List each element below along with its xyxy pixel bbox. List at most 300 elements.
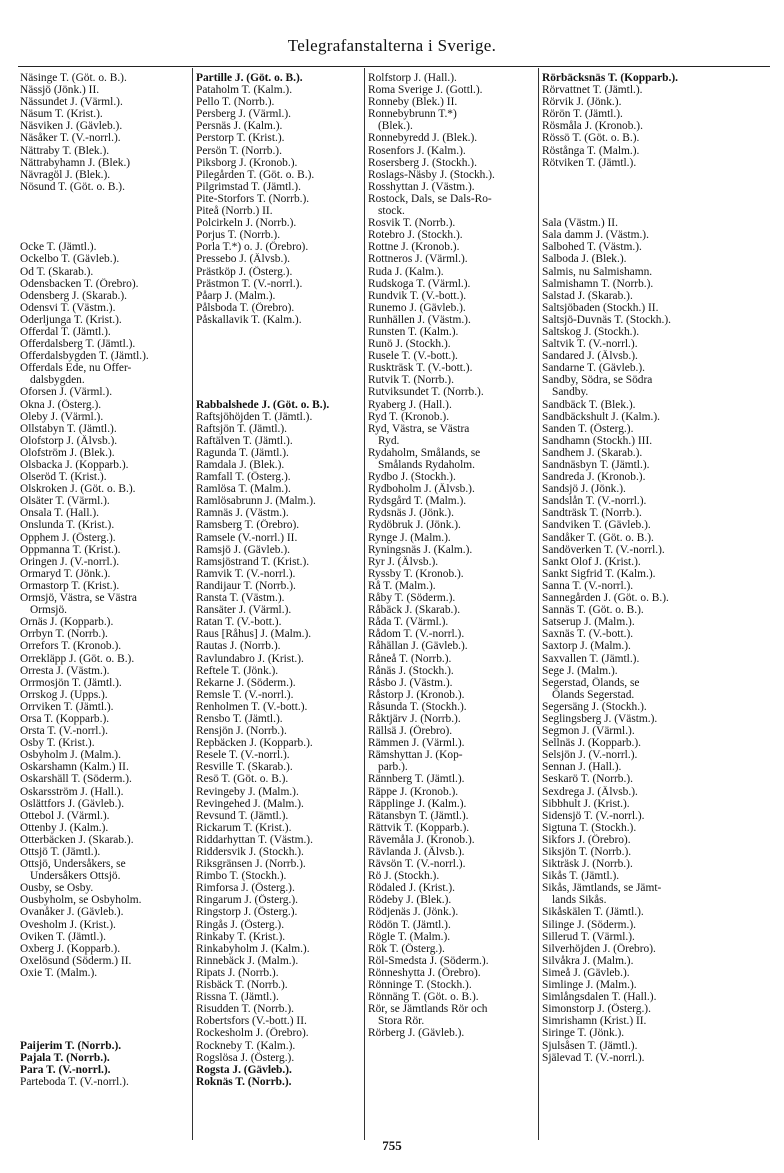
list-item: Rösmåla J. (Kronob.).: [542, 120, 643, 133]
list-item: Rämmen J. (Värml.).: [368, 737, 465, 750]
list-item: Offerdal T. (Jämtl.).: [20, 325, 111, 338]
list-item: Rosenfors J. (Kalm.).: [368, 144, 466, 157]
list-item: Persberg J. (Värml.).: [196, 108, 292, 121]
list-item: Saxtorp J. (Malm.).: [542, 640, 631, 653]
list-item: Piteå (Norrb.) II.: [196, 205, 273, 218]
list-item: Oringen J. (V.-norrl.).: [20, 555, 120, 568]
blank-line: [542, 181, 774, 193]
list-item: Sanden T. (Österg.).: [542, 422, 634, 435]
list-item: Sannegården J. (Göt. o. B.).: [542, 592, 669, 605]
list-item: Ottsjö T. (Jämtl.).: [20, 846, 101, 858]
blank-line: [542, 193, 774, 205]
list-item: Ringås J. (Österg.).: [196, 918, 285, 931]
list-item: Sandby, Södra, se Södra: [542, 374, 653, 387]
list-item: Ormaryd T. (Jönk.).: [20, 567, 111, 580]
list-item: Sandviken T. (Gävleb.).: [542, 519, 651, 532]
list-item-continuation: Stora Rör.: [378, 1015, 425, 1028]
list-item: Rensbo T. (Jämtl.).: [196, 712, 283, 725]
list-item: Osbyholm J. (Malm.).: [20, 749, 121, 762]
list-item: Räppe J. (Kronob.).: [368, 785, 459, 798]
list-item: Persnäs J. (Kalm.).: [196, 120, 283, 133]
list-item: Robertsfors (V.-bott.) II.: [196, 1015, 307, 1028]
list-item: Nässjö (Jönk.) II.: [20, 84, 100, 97]
list-item: Råsbo J. (Västm.).: [368, 676, 453, 689]
list-item: Riksgränsen J. (Norrb.).: [196, 858, 306, 871]
list-item: Simlångsdalen T. (Hall.).: [542, 991, 657, 1004]
column-4: [542, 72, 774, 1064]
list-item: Renholmen T. (V.-bott.).: [196, 700, 308, 713]
list-item: Oskarsström J. (Hall.).: [20, 785, 124, 798]
list-item: Sikås, Jämtlands, se Jämt-: [542, 882, 662, 895]
list-item: Saxnäs T. (V.-bott.).: [542, 628, 634, 641]
list-item: Rautas J. (Norrb.).: [196, 640, 281, 653]
list-item: Orrbyn T. (Norrb.).: [20, 628, 108, 641]
list-item: Risudden T. (Norrb.).: [196, 1003, 294, 1016]
column-divider: [192, 68, 193, 1140]
list-item: Okna J. (Österg.).: [20, 398, 102, 411]
list-item: Resville T. (Skarab.).: [196, 761, 293, 774]
list-item: Nävragöl J. (Blek.).: [20, 168, 111, 181]
list-item: Orsa T. (Kopparb.).: [20, 712, 110, 725]
list-item: Simeå J. (Gävleb.).: [542, 966, 630, 979]
list-item: Rotebro J. (Stockh.).: [368, 229, 463, 242]
blank-line: [20, 193, 188, 205]
list-item: Sala (Västm.) II.: [542, 217, 618, 230]
list-item: Sandhem J. (Skarab.).: [542, 446, 643, 459]
list-item: Rännberg T. (Jämtl.).: [368, 773, 465, 786]
list-item: Oxie T. (Malm.).: [20, 966, 98, 979]
list-item: Pressebo J. (Älvsb.).: [196, 253, 290, 266]
list-item: Nässundet J. (Värml.).: [20, 96, 123, 109]
blank-line: [196, 350, 362, 362]
list-item: Rinkabyholm J. (Kalm.).: [196, 942, 310, 955]
list-item: Ronnebybrunn T.*): [368, 108, 457, 121]
list-item: Rönninge T. (Stockh.).: [368, 979, 472, 992]
list-item: Raus [Råhus] J. (Malm.).: [196, 628, 312, 641]
blank-line: [20, 979, 188, 991]
list-item: Silvåkra J. (Malm.).: [542, 954, 634, 967]
list-item: Råstorp J. (Kronob.).: [368, 688, 465, 701]
list-item: Pilegården T. (Göt. o. B.).: [196, 168, 315, 181]
list-item: Ramdala J. (Blek.).: [196, 459, 285, 471]
list-item: Sanna T. (V.-norrl.).: [542, 579, 634, 592]
list-item: Offerdals Ede, nu Offer-: [20, 362, 132, 375]
list-item: Olofström J. (Blek.).: [20, 446, 115, 459]
list-item: Råbäck J. (Skarab.).: [368, 604, 461, 617]
list-item: Runö J. (Stockh.).: [368, 338, 451, 351]
list-item: Oslättfors J. (Gävleb.).: [20, 797, 125, 810]
list-item: Sibbhult J. (Krist.).: [542, 797, 630, 810]
list-item: Sikås T. (Jämtl.).: [542, 870, 620, 883]
list-item: Revingehed J. (Malm.).: [196, 797, 304, 810]
list-item: Sala damm J. (Västm.).: [542, 229, 649, 242]
list-item: Räpplinge J. (Kalm.).: [368, 797, 467, 810]
list-item: Satserup J. (Malm.).: [542, 616, 635, 629]
list-item: Sandreda J. (Kronob.).: [542, 471, 646, 484]
list-item: Salstad J. (Skarab.).: [542, 289, 633, 302]
list-item: Orrefors T. (Kronob.).: [20, 640, 122, 653]
list-item: Paijerim T. (Norrb.).: [20, 1039, 122, 1052]
list-item: Oxelösund (Söderm.) II.: [20, 954, 132, 967]
list-item: Sandträsk T. (Norrb.).: [542, 507, 642, 520]
list-item: Sikfors J. (Örebro).: [542, 833, 631, 846]
header-rule: [18, 66, 770, 67]
list-item: Runsten T. (Kalm.).: [368, 325, 459, 338]
list-item: Sellnäs J. (Kopparb.).: [542, 737, 642, 750]
list-item: Riddarhyttan T. (Västm.).: [196, 833, 313, 846]
list-item: Sandnäsbyn T. (Jämtl.).: [542, 459, 650, 471]
list-item: Rättvik T. (Kopparb.).: [368, 821, 470, 834]
list-item: Rydsgård T. (Malm.).: [368, 495, 467, 508]
list-item: Rörberg J. (Gävleb.).: [368, 1027, 465, 1040]
list-item: Odensberg J. (Skarab.).: [20, 289, 128, 302]
list-item: Saxvallen T. (Jämtl.).: [542, 652, 640, 665]
list-item: Ragunda T. (Jämtl.).: [196, 446, 289, 459]
list-item: Rutvik T. (Norrb.).: [368, 374, 454, 387]
list-item: Röl-Smedsta J. (Söderm.).: [368, 954, 489, 967]
list-item: Oviken T. (Jämtl.).: [20, 930, 106, 943]
list-item: Reftele T. (Jönk.).: [196, 664, 279, 677]
list-item: Selsjön J. (V.-norrl.).: [542, 749, 638, 762]
list-item: Saltsjö-Duvnäs T. (Stockh.).: [542, 313, 671, 326]
list-item: Para T. (V.-norrl.).: [20, 1063, 111, 1076]
list-item-continuation: (Blek.).: [378, 120, 413, 133]
list-item: Sikträsk J. (Norrb.).: [542, 858, 633, 871]
list-item: Råneå T. (Norrb.).: [368, 652, 452, 665]
list-item: Rockesholm J. (Örebro).: [196, 1027, 309, 1040]
list-item: Ornäs J. (Kopparb.).: [20, 616, 114, 629]
list-item: Segersäng J. (Stockh.).: [542, 700, 647, 713]
list-item: Rörbäcksnäs T. (Kopparb.).: [542, 72, 678, 84]
list-item: Ruda J. (Kalm.).: [368, 265, 444, 278]
list-item: Pålsboda T. (Örebro).: [196, 301, 295, 314]
list-item: Siksjön T. (Norrb.).: [542, 846, 632, 858]
list-item: Påskallavik T. (Kalm.).: [196, 313, 302, 326]
list-item: Pajala T. (Norrb.).: [20, 1051, 110, 1064]
list-item: Näsinge T. (Göt. o. B.).: [20, 72, 127, 84]
list-item: Osby T. (Krist.).: [20, 737, 95, 750]
list-item: Rottne J. (Kronob.).: [368, 241, 460, 254]
list-item: Odensvi T. (Västm.).: [20, 301, 116, 314]
list-item: Ottenby J. (Kalm.).: [20, 821, 109, 834]
list-item: Nättraby T. (Blek.).: [20, 144, 110, 157]
blank-line: [20, 1015, 188, 1027]
list-item: Näsåker T. (V.-norrl.).: [20, 132, 121, 145]
list-item: Rosvik T. (Norrb.).: [368, 217, 456, 230]
list-item: Saltskog J. (Stockh.).: [542, 325, 640, 338]
list-item: Raftsjön T. (Jämtl.).: [196, 422, 288, 435]
list-item: Sjulsåsen T. (Jämtl.).: [542, 1039, 638, 1052]
list-item: Ramsjöstrand T. (Krist.).: [196, 555, 310, 568]
column-2: [196, 72, 362, 1088]
blank-line: [20, 1027, 188, 1039]
column-1: [20, 72, 188, 1088]
list-item: Rusele T. (V.-bott.).: [368, 350, 458, 363]
list-item: Ramlösabrunn J. (Malm.).: [196, 495, 316, 508]
list-item: Ormsjö, Västra, se Västra: [20, 592, 137, 605]
list-item-continuation: stock.: [378, 205, 405, 218]
list-item: Ringarum J. (Österg.).: [196, 894, 298, 907]
list-item: Repbäcken J. (Kopparb.).: [196, 737, 313, 750]
list-item: Sikåskälen T. (Jämtl.).: [542, 906, 644, 919]
list-item: Rinnebäck J. (Malm.).: [196, 954, 299, 967]
list-item: Raftsjöhöjden T. (Jämtl.).: [196, 410, 313, 423]
list-item: Roslags-Näsby J. (Stockh.).: [368, 168, 495, 181]
list-item: Rätansbyn T. (Jämtl.).: [368, 809, 469, 822]
list-item: Rydsnäs J. (Jönk.).: [368, 507, 454, 520]
list-item: Seskarö T. (Norrb.).: [542, 773, 633, 786]
list-item: Rogsta J. (Gävleb.).: [196, 1063, 292, 1076]
list-item: Ottsjö, Undersåkers, se: [20, 858, 126, 871]
list-item: Revsund T. (Jämtl.).: [196, 809, 289, 822]
list-item: Pilgrimstad T. (Jämtl.).: [196, 180, 301, 193]
list-item: Ringstorp J. (Österg.).: [196, 906, 298, 919]
list-item: Ramsjö J. (Gävleb.).: [196, 543, 290, 556]
list-item: Rudskoga T. (Värml.).: [368, 277, 471, 290]
list-item: Rörvik J. (Jönk.).: [542, 96, 622, 109]
list-item: Olseröd T. (Krist.).: [20, 471, 107, 484]
column-divider: [364, 68, 365, 1140]
list-item: Sandåker T. (Göt. o. B.).: [542, 531, 654, 544]
list-item-continuation: Smålands Rydaholm.: [378, 459, 475, 471]
list-item: Ramsele (V.-norrl.) II.: [196, 531, 298, 544]
list-item: Råda T. (Värml.).: [368, 616, 449, 629]
list-item: Otterbäcken J. (Skarab.).: [20, 833, 134, 846]
list-item: Rissna T. (Jämtl.).: [196, 991, 279, 1004]
list-item: Ryd T. (Kronob.).: [368, 410, 450, 423]
list-item: Rinkaby T. (Krist.).: [196, 930, 286, 943]
list-item: Sandhamn (Stockh.) III.: [542, 434, 653, 447]
list-item: Rödaled J. (Krist.).: [368, 882, 455, 895]
list-item: Röstånga T. (Malm.).: [542, 144, 640, 157]
list-item: Rutviksundet T. (Norrb.).: [368, 386, 484, 399]
list-item: Sandslån T. (V.-norrl.).: [542, 495, 647, 508]
list-item: Rånäs J. (Stockh.).: [368, 664, 454, 677]
list-item-continuation: Ormsjö.: [30, 604, 68, 617]
list-item-continuation: parb.).: [378, 761, 408, 774]
list-item: Ousby, se Osby.: [20, 882, 94, 895]
list-item: Runhällen J. (Västm.).: [368, 313, 471, 326]
list-item: Ronnebyredd J. (Blek.).: [368, 132, 478, 145]
list-item: Rök T. (Österg.).: [368, 942, 445, 955]
blank-line: [196, 362, 362, 374]
list-item: Orrmosjön T. (Jämtl.).: [20, 676, 122, 689]
list-item: Rolfstorp J. (Hall.).: [368, 72, 457, 84]
list-item: Ramsberg T. (Örebro).: [196, 519, 300, 532]
list-item: Risbäck T. (Norrb.).: [196, 979, 288, 992]
list-item: Partille J. (Göt. o. B.).: [196, 72, 303, 84]
list-item: Perstorp T. (Krist.).: [196, 132, 285, 145]
list-item: Sandarne T. (Gävleb.).: [542, 362, 646, 375]
list-item: Raftälven T. (Jämtl.).: [196, 434, 293, 447]
list-item: Riddersvik J. (Stockh.).: [196, 846, 304, 858]
list-item: Odensbacken T. (Örebro).: [20, 277, 139, 290]
list-item: Ryr J. (Älvsb.).: [368, 555, 439, 568]
list-item: Rävemåla J. (Kronob.).: [368, 833, 475, 846]
list-item: Ripats J. (Norrb.).: [196, 966, 279, 979]
list-item: Orresta J. (Västm.).: [20, 664, 110, 677]
list-item: Råby T. (Söderm.).: [368, 592, 456, 605]
list-item: Rör, se Jämtlands Rör och: [368, 1003, 488, 1016]
list-item: Sandsjö J. (Jönk.).: [542, 483, 626, 496]
list-item: Ollstabyn T. (Jämtl.).: [20, 422, 117, 435]
list-item: Olsäter T. (Värml.).: [20, 495, 110, 508]
list-item: Nösund T. (Göt. o. B.).: [20, 180, 125, 193]
list-item: Prästmon T. (V.-norrl.).: [196, 277, 303, 290]
list-item: Polcirkeln J. (Norrb.).: [196, 217, 297, 230]
list-item: Råsunda T. (Stockh.).: [368, 700, 467, 713]
list-item: Randijaur T. (Norrb.).: [196, 579, 296, 592]
blank-line: [20, 1003, 188, 1015]
list-item: Rå T. (Malm.).: [368, 579, 436, 592]
list-item: Oxberg J. (Kopparb.).: [20, 942, 121, 955]
list-item: Rundvik T. (V.-bott.).: [368, 289, 467, 302]
list-item: Ottebol J. (Värml.).: [20, 809, 110, 822]
list-item: Rävsön T. (V.-norrl.).: [368, 858, 466, 871]
list-item: Sankt Sigfrid T. (Kalm.).: [542, 567, 656, 580]
list-item: Sege J. (Malm.).: [542, 664, 618, 677]
list-item: Sandared J. (Älvsb.).: [542, 350, 638, 363]
column-3: [368, 72, 536, 1040]
list-item: Segmon J. (Värml.).: [542, 725, 635, 738]
list-item: Revingeby J. (Malm.).: [196, 785, 299, 798]
list-item: Offerdalsbygden T. (Jämtl.).: [20, 350, 149, 363]
list-item: Ryssby T. (Kronob.).: [368, 567, 464, 580]
list-item: Rydboholm J. (Älvsb.).: [368, 483, 475, 496]
list-item: Oskarshamn (Kalm.) II.: [20, 761, 129, 774]
list-item: Rödön T. (Jämtl.).: [368, 918, 451, 931]
list-item-continuation: Ölands Segerstad.: [552, 688, 635, 701]
list-item: Ockelbo T. (Gävleb.).: [20, 253, 120, 266]
list-item: Onslunda T. (Krist.).: [20, 519, 115, 532]
list-item: Simonstorp J. (Österg.).: [542, 1003, 651, 1016]
list-item: Rögle T. (Malm.).: [368, 930, 451, 943]
list-item: Ovanåker J. (Gävleb.).: [20, 906, 124, 919]
list-item: Saltvik T. (V.-norrl.).: [542, 338, 638, 351]
list-item: Sennan J. (Hall.).: [542, 761, 622, 774]
list-item: Rötviken T. (Jämtl.).: [542, 156, 637, 169]
list-item: Rådom T. (V.-norrl.).: [368, 628, 465, 641]
list-item: Rosshyttan J. (Västm.).: [368, 180, 475, 193]
list-item: Rydbo J. (Stockh.).: [368, 471, 456, 484]
list-item: Ramvik T. (V.-norrl.).: [196, 567, 296, 580]
list-item: Pite-Storfors T. (Norrb.).: [196, 192, 310, 205]
list-item: Orrskog J. (Upps.).: [20, 688, 108, 701]
list-item: Ryd, Västra, se Västra: [368, 422, 470, 435]
list-item: Rönnäng T. (Göt. o. B.).: [368, 991, 479, 1004]
list-item: Oppmanna T. (Krist.).: [20, 543, 121, 556]
list-item: Oderljunga T. (Krist.).: [20, 313, 122, 326]
page-title: Telegrafanstalterna i Sverige.: [287, 36, 497, 55]
list-item: Salbohed T. (Västm.).: [542, 241, 642, 254]
list-item: Rockneby T. (Kalm.).: [196, 1039, 296, 1052]
list-item: Segerstad, Ölands, se: [542, 676, 640, 689]
list-item: Rödeby J. (Blek.).: [368, 894, 452, 907]
list-item: Råhällan J. (Gävleb.).: [368, 640, 468, 653]
list-item: Ryaberg J. (Hall.).: [368, 398, 452, 411]
list-item: Roma Sverige J. (Gottl.).: [368, 84, 483, 97]
list-item: Remsle T. (V.-norrl.).: [196, 688, 294, 701]
list-item: Od T. (Skarab.).: [20, 265, 94, 278]
list-item: Sankt Olof J. (Krist.).: [542, 555, 641, 568]
list-item: Orrekläpp J. (Göt. o. B.).: [20, 652, 135, 665]
list-item: Olofstorp J. (Älvsb.).: [20, 434, 118, 447]
list-item: Rönneshytta J. (Örebro).: [368, 966, 481, 979]
blank-line: [196, 338, 362, 350]
list-item: Pello T. (Norrb.).: [196, 96, 275, 109]
blank-line: [196, 374, 362, 386]
list-item: Ransäter J. (Värml.).: [196, 604, 292, 617]
list-item: Porjus T. (Norrb.).: [196, 229, 281, 242]
list-item: Oskarshäll T. (Söderm.).: [20, 773, 132, 786]
list-item: Rydöbruk J. (Jönk.).: [368, 519, 461, 532]
list-item: Rörvattnet T. (Jämtl.).: [542, 84, 643, 97]
list-item: Rödjenäs J. (Jönk.).: [368, 906, 459, 919]
list-item: Sandöverken T. (V.-norrl.).: [542, 543, 665, 556]
list-item: Resele T. (V.-norrl.).: [196, 749, 290, 762]
list-item: Ramnäs J. (Västm.).: [196, 507, 289, 520]
list-item: Runemo J. (Gävleb.).: [368, 301, 466, 314]
list-item: Rabbalshede J. (Göt. o. B.).: [196, 398, 330, 411]
list-item: Rickarum T. (Krist.).: [196, 821, 292, 834]
blank-line: [542, 205, 774, 217]
list-item-continuation: dalsbygden.: [30, 374, 85, 387]
list-item: Pataholm T. (Kalm.).: [196, 84, 293, 97]
list-item: Rämshyttan J. (Kop-: [368, 749, 463, 762]
list-item: Sandbäckshult J. (Kalm.).: [542, 410, 660, 423]
blank-line: [20, 229, 188, 241]
list-item: Ravlundabro J. (Krist.).: [196, 652, 304, 665]
list-item: Porla T.*) o. J. (Örebro).: [196, 241, 309, 254]
list-item: Rössö T. (Göt. o. B.).: [542, 132, 640, 145]
list-item: Ramlösa T. (Malm.).: [196, 483, 291, 496]
list-item: Prästköp J. (Österg.).: [196, 265, 293, 278]
list-item: Rynge J. (Malm.).: [368, 531, 451, 544]
list-item: Simrishamn (Krist.) II.: [542, 1015, 647, 1028]
list-item: Ryningsnäs J. (Kalm.).: [368, 543, 473, 556]
list-item: Silverhöjden J. (Örebro).: [542, 942, 656, 955]
list-item: Resö T. (Göt. o. B.).: [196, 773, 289, 786]
list-item: Rävlanda J. (Älvsb.).: [368, 846, 465, 858]
blank-line: [20, 205, 188, 217]
list-item: Rimforsa J. (Österg.).: [196, 882, 295, 895]
list-item: Ormastorp T. (Krist.).: [20, 579, 120, 592]
column-divider: [538, 68, 539, 1140]
blank-line: [196, 326, 362, 338]
list-item: Onsala T. (Hall.).: [20, 507, 99, 520]
list-item: Ransta T. (Västm.).: [196, 592, 285, 605]
list-item: Orsta T. (V.-norrl.).: [20, 725, 108, 738]
list-item: Rö J. (Stockh.).: [368, 870, 440, 883]
list-item: Råktjärv J. (Norrb.).: [368, 712, 461, 725]
blank-line: [196, 386, 362, 398]
list-item: Persön T. (Norrb.).: [196, 144, 282, 157]
list-item: Ronneby (Blek.) II.: [368, 96, 458, 109]
list-item: Påarp J. (Malm.).: [196, 289, 276, 302]
list-item: Sillerud T. (Värml.).: [542, 930, 635, 943]
list-item: Rottneros J. (Värml.).: [368, 253, 468, 266]
list-item: Orrviken T. (Jämtl.).: [20, 700, 114, 713]
list-item: Parteboda T. (V.-norrl.).: [20, 1075, 129, 1088]
list-item: Rekarne J. (Söderm.).: [196, 676, 296, 689]
list-item-continuation: Sandby.: [552, 386, 589, 399]
list-item: Saltsjöbaden (Stockh.) II.: [542, 301, 659, 314]
blank-line: [542, 169, 774, 181]
list-item: Salboda J. (Blek.).: [542, 253, 627, 266]
list-item: Näsum T. (Krist.).: [20, 108, 103, 121]
list-item: Salmis, nu Salmishamn.: [542, 265, 653, 278]
list-item: Sigtuna T. (Stockh.).: [542, 821, 637, 834]
